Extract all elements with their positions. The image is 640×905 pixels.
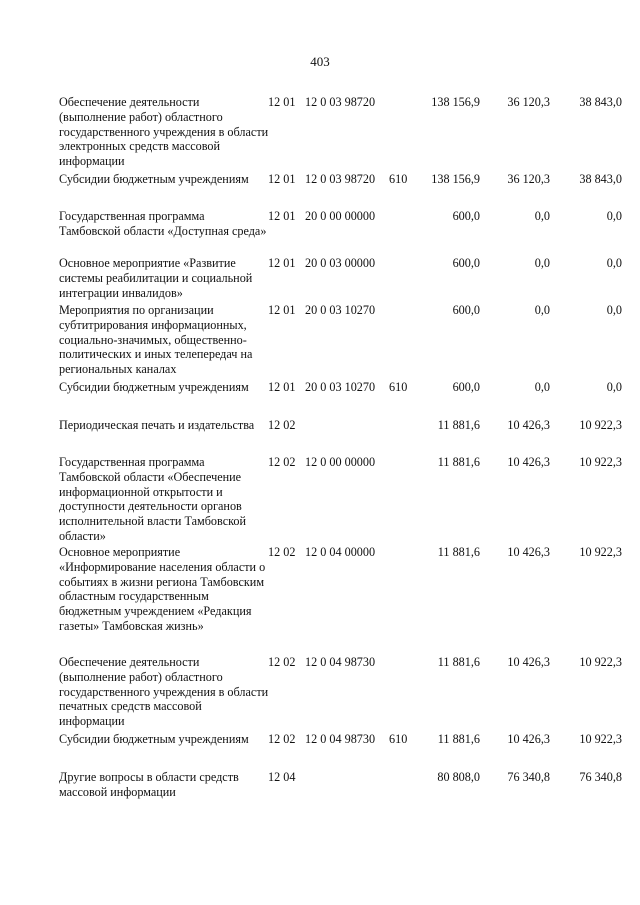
row-csr: 20 0 03 00000	[305, 256, 376, 270]
row-value-2024: 10 922,3	[579, 655, 622, 669]
row-rzpr: 12 02	[268, 545, 296, 559]
row-value-2024: 0,0	[606, 209, 622, 223]
row-value-2022: 11 881,6	[437, 418, 480, 432]
row-rzpr: 12 01	[268, 95, 296, 109]
row-value-2023: 0,0	[534, 209, 550, 223]
row-vr: 610	[389, 732, 408, 746]
row-name: Государственная программа Тамбовской области «Обеспечение информационной открытости и доступности деятельности органов исполнительной власти Тамбовской области»	[59, 455, 247, 543]
row-csr: 20 0 03 10270	[305, 380, 376, 394]
row-value-2024: 10 922,3	[579, 455, 622, 469]
row-rzpr: 12 02	[268, 455, 296, 469]
row-value-2022: 11 881,6	[437, 732, 480, 746]
row-csr: 12 0 03 98720	[305, 172, 376, 186]
row-value-2022: 80 808,0	[437, 770, 480, 784]
row-value-2023: 10 426,3	[507, 455, 550, 469]
row-value-2022: 11 881,6	[437, 545, 480, 559]
row-name: Обеспечение деятельности (выполнение работ) областного государственного учреждения в области печатных средств массовой информации	[59, 655, 269, 729]
row-value-2024: 76 340,8	[579, 770, 622, 784]
row-value-2023: 0,0	[534, 380, 550, 394]
row-rzpr: 12 02	[268, 418, 296, 432]
row-rzpr: 12 01	[268, 380, 296, 394]
row-csr: 20 0 03 10270	[305, 303, 376, 317]
row-value-2023: 10 426,3	[507, 732, 550, 746]
row-value-2022: 11 881,6	[437, 655, 480, 669]
row-vr: 610	[389, 380, 408, 394]
row-value-2023: 0,0	[534, 256, 550, 270]
row-value-2022: 600,0	[452, 209, 480, 223]
row-value-2024: 10 922,3	[579, 418, 622, 432]
row-name: Основное мероприятие «Развитие системы реабилитации и социальной интеграции инвалидов»	[59, 256, 253, 300]
row-value-2022: 11 881,6	[437, 455, 480, 469]
row-csr: 12 0 04 98730	[305, 655, 376, 669]
row-value-2022: 138 156,9	[431, 172, 480, 186]
row-rzpr: 12 01	[268, 256, 296, 270]
row-name: Обеспечение деятельности (выполнение работ) областного государственного учреждения в области электронных средств массовой информации	[59, 95, 269, 169]
row-value-2023: 10 426,3	[507, 418, 550, 432]
row-rzpr: 12 04	[268, 770, 296, 784]
row-value-2024: 38 843,0	[579, 172, 622, 186]
row-csr: 12 0 00 00000	[305, 455, 376, 469]
row-csr: 12 0 03 98720	[305, 95, 376, 109]
row-name: Субсидии бюджетным учреждениям	[59, 172, 249, 186]
row-value-2023: 10 426,3	[507, 545, 550, 559]
row-value-2022: 600,0	[452, 380, 480, 394]
row-value-2024: 0,0	[606, 303, 622, 317]
row-value-2022: 600,0	[452, 256, 480, 270]
row-rzpr: 12 01	[268, 172, 296, 186]
page-number: 403	[310, 54, 330, 69]
row-value-2024: 0,0	[606, 256, 622, 270]
row-csr: 12 0 04 98730	[305, 732, 376, 746]
row-value-2024: 0,0	[606, 380, 622, 394]
row-name: Субсидии бюджетным учреждениям	[59, 380, 249, 394]
row-name: Другие вопросы в области средств массовой информации	[59, 770, 239, 799]
row-name: Периодическая печать и издательства	[59, 418, 255, 432]
row-value-2023: 10 426,3	[507, 655, 550, 669]
row-value-2023: 36 120,3	[507, 95, 550, 109]
row-value-2024: 10 922,3	[579, 545, 622, 559]
row-name: Субсидии бюджетным учреждениям	[59, 732, 249, 746]
row-name: Основное мероприятие «Информирование населения области о событиях в жизни региона Тамбовским областным государственным бюджетным учреждением «Редакция газеты» Тамбовская жизнь»	[59, 545, 266, 633]
row-csr: 12 0 04 00000	[305, 545, 376, 559]
row-value-2024: 38 843,0	[579, 95, 622, 109]
row-csr: 20 0 00 00000	[305, 209, 376, 223]
row-value-2022: 138 156,9	[431, 95, 480, 109]
row-rzpr: 12 01	[268, 303, 296, 317]
row-rzpr: 12 02	[268, 732, 296, 746]
row-name: Мероприятия по организации субтитрирования информационных, социально-значимых, общественно-политических и иных телепередач на региональных каналах	[59, 303, 253, 377]
row-value-2023: 36 120,3	[507, 172, 550, 186]
row-value-2023: 0,0	[534, 303, 550, 317]
row-value-2024: 10 922,3	[579, 732, 622, 746]
row-vr: 610	[389, 172, 408, 186]
row-rzpr: 12 01	[268, 209, 296, 223]
row-name: Государственная программа Тамбовской области «Доступная среда»	[59, 209, 267, 238]
row-rzpr: 12 02	[268, 655, 296, 669]
row-value-2023: 76 340,8	[507, 770, 550, 784]
row-value-2022: 600,0	[452, 303, 480, 317]
